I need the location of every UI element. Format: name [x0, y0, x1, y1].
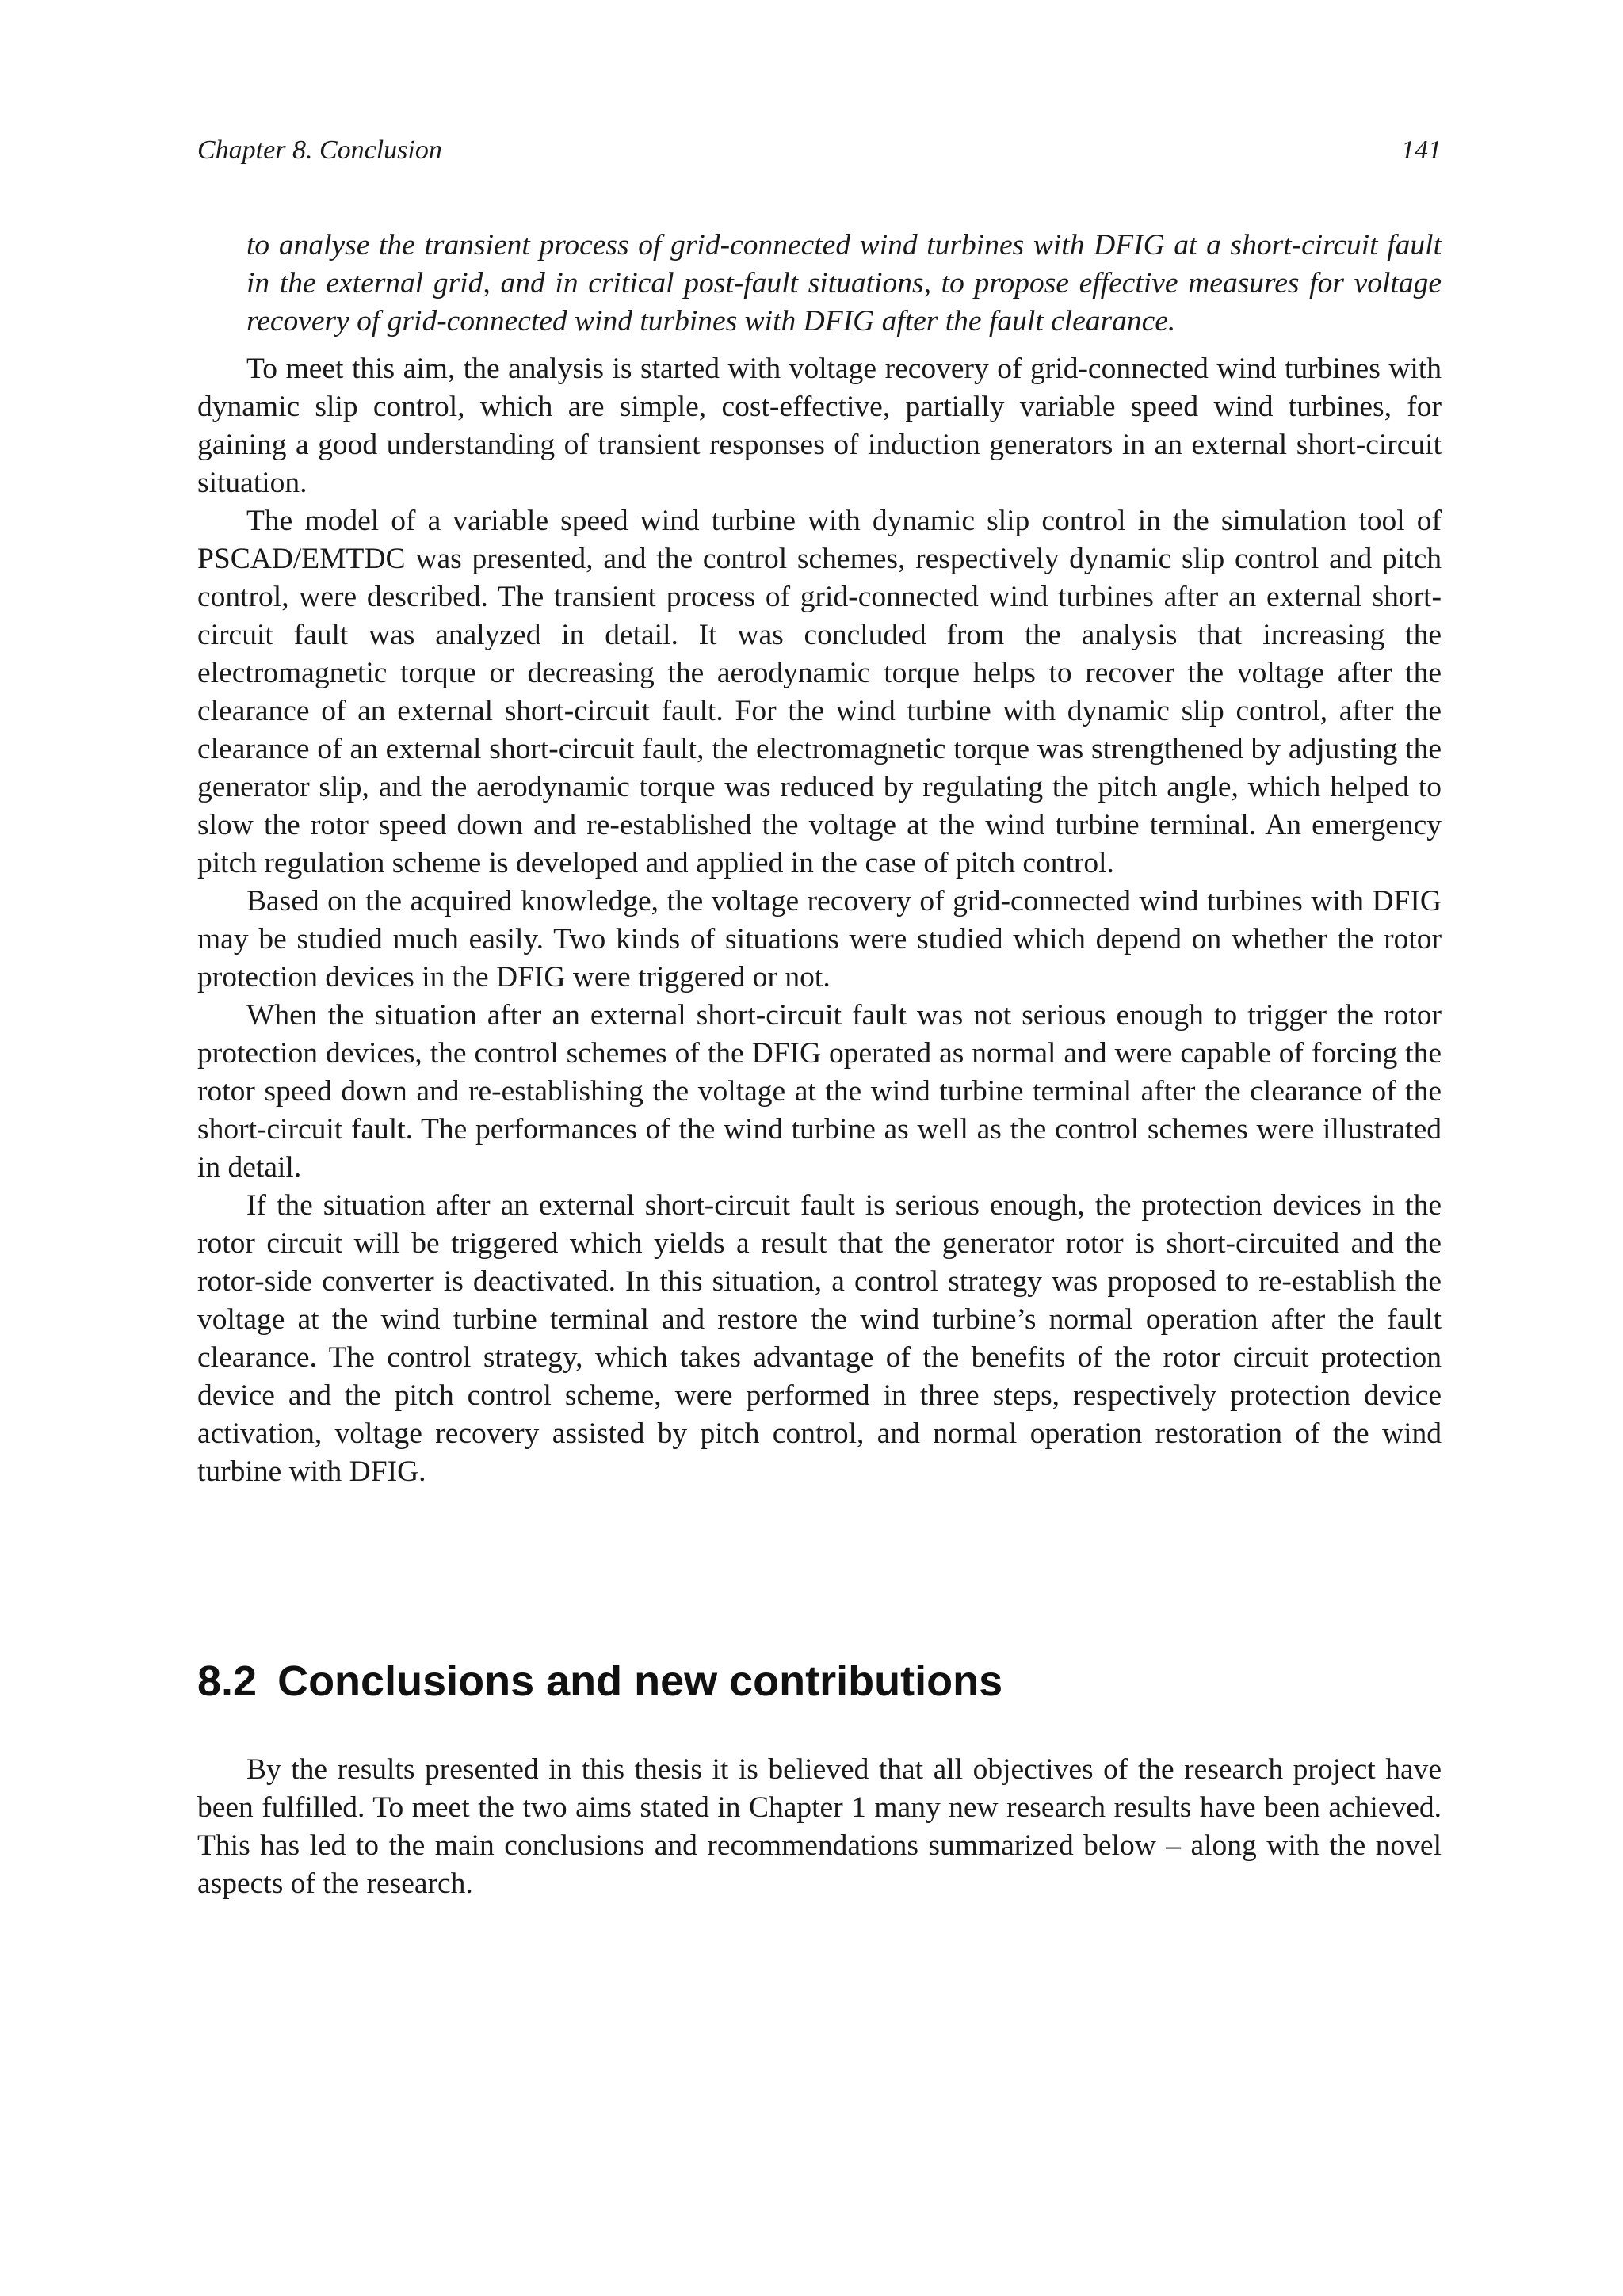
page-number: 141: [1401, 135, 1442, 165]
chapter-label: Chapter 8. Conclusion: [197, 135, 442, 165]
body-paragraph: The model of a variable speed wind turbine with dynamic slip control in the simulation tool of PSCAD/EMTDC was presented, and the control schemes, respectively dynamic slip control and pitch control, were described. The transient process of grid-connected wind turbines after an external short-circuit fault was analyzed in detail. It was concluded from the analysis that increasing the electromagnetic torque or decreasing the aerodynamic torque helps to recover the voltage after the clearance of an external short-circuit fault. For the wind turbine with dynamic slip control, after the clearance of an external short-circuit fault, the electromagnetic torque was strengthened by adjusting the generator slip, and the aerodynamic torque was reduced by regulating the pitch angle, which helped to slow the rotor speed down and re-established the voltage at the wind turbine terminal. An emergency pitch regulation scheme is developed and applied in the case of pitch control.: [197, 505, 1442, 879]
aim-quote: to analyse the transient process of grid-connected wind turbines with DFIG at a short-circuit fault in the external grid, and in critical post-fault situations, to propose effective measures for voltage recovery of grid-connected wind turbines with DFIG after the fault clearance.: [246, 229, 1442, 338]
body-paragraph: Based on the acquired knowledge, the voltage recovery of grid-connected wind turbines with DFIG may be studied much easily. Two kinds of situations were studied which depend on whether the rotor protection devices in the DFIG were triggered or not.: [197, 885, 1442, 994]
body-paragraph: To meet this aim, the analysis is started with voltage recovery of grid-connected wind turbines with dynamic slip control, which are simple, cost-effective, partially variable speed wind turbines, for gaining a good understanding of transient responses of induction generators in an external short-circuit situation.: [197, 353, 1442, 499]
section-text: [197, 1751, 1442, 1903]
section-title: Conclusions and new contributions: [277, 1657, 1003, 1705]
section-heading: [197, 1654, 1442, 1708]
body-text: [197, 227, 1442, 1491]
section-paragraph: By the results presented in this thesis it is believed that all objectives of the research project have been fulfilled. To meet the two aims stated in Chapter 1 many new research results have been achieved. This has led to the main conclusions and recommendations summarized below – along with the novel aspects of the research.: [197, 1753, 1442, 1900]
body-paragraph: If the situation after an external short-circuit fault is serious enough, the protection devices in the rotor circuit will be triggered which yields a result that the generator rotor is short-circuited and the rotor-side converter is deactivated. In this situation, a control strategy was proposed to re-establish the voltage at the wind turbine terminal and restore the wind turbine’s normal operation after the fault clearance. The control strategy, which takes advantage of the benefits of the rotor circuit protection device and the pitch control scheme, were performed in three steps, respectively protection device activation, voltage recovery assisted by pitch control, and normal operation restoration of the wind turbine with DFIG.: [197, 1189, 1442, 1488]
section-number: 8.2: [197, 1657, 258, 1705]
running-header: [197, 133, 1442, 168]
body-paragraph: When the situation after an external short-circuit fault was not serious enough to trigger the rotor protection devices, the control schemes of the DFIG operated as normal and were capable of forcing the rotor speed down and re-establishing the voltage at the wind turbine terminal after the clearance of the short-circuit fault. The performances of the wind turbine as well as the control schemes were illustrated in detail.: [197, 999, 1442, 1184]
